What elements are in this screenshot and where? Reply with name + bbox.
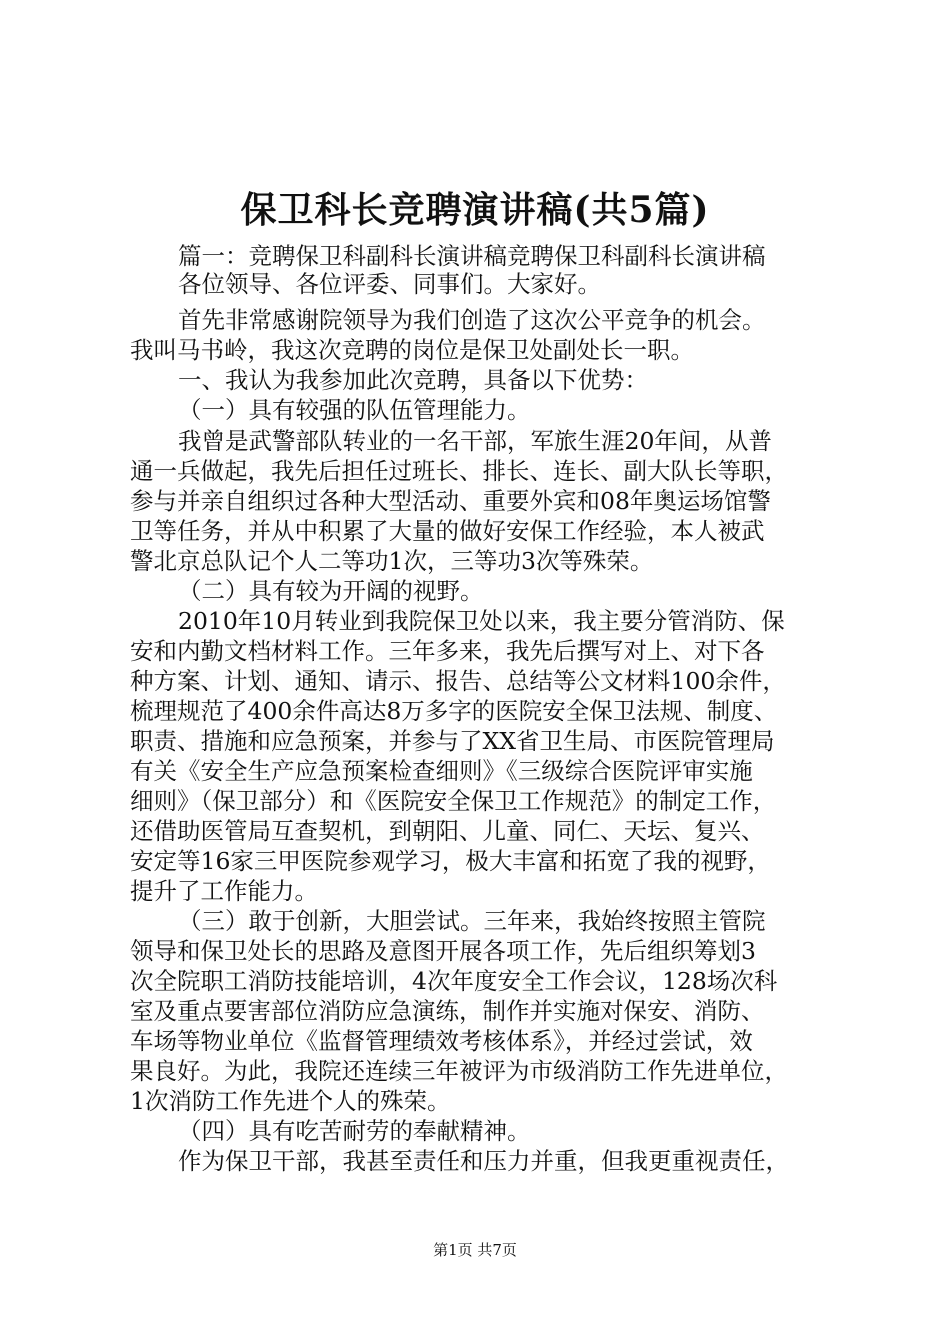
text-line: 卫等任务，并从中积累了大量的做好安保工作经验，本人被武 xyxy=(130,517,765,545)
text-line: （一）具有较强的队伍管理能力。 xyxy=(178,396,531,424)
text-line: 还借助医管局互查契机，到朝阳、儿童、同仁、天坛、复兴、 xyxy=(130,817,765,845)
text-line: 果良好。为此，我院还连续三年被评为市级消防工作先进单位， xyxy=(130,1057,788,1085)
text-line: （四）具有吃苦耐劳的奉献精神。 xyxy=(178,1117,531,1145)
text-line: 2010年10月转业到我院保卫处以来，我主要分管消防、保 xyxy=(178,607,785,635)
text-line: 种方案、计划、通知、请示、报告、总结等公文材料100余件， xyxy=(130,667,786,695)
text-line: 细则》（保卫部分）和《医院安全保卫工作规范》的制定工作， xyxy=(130,787,777,815)
text-line: 次全院职工消防技能培训，4次年度安全工作会议，128场次科 xyxy=(130,967,778,995)
text-line: 各位领导、各位评委、同事们。大家好。 xyxy=(178,270,601,298)
text-line: 警北京总队记个人二等功1次，三等功3次等殊荣。 xyxy=(130,547,654,575)
text-line: 有关《安全生产应急预案检查细则》《三级综合医院评审实施 xyxy=(130,757,753,785)
text-line: 作为保卫干部，我甚至责任和压力并重，但我更重视责任， xyxy=(178,1147,789,1175)
text-line: 通一兵做起，我先后担任过班长、排长、连长、副大队长等职， xyxy=(130,457,788,485)
text-line: 室及重点要害部位消防应急演练，制作并实施对保安、消防、 xyxy=(130,997,765,1025)
text-line: 我叫马书岭，我这次竞聘的岗位是保卫处副处长一职。 xyxy=(130,336,694,364)
text-line: 梳理规范了400余件高达8万多字的医院安全保卫法规、制度、 xyxy=(130,697,778,725)
text-line: （二）具有较为开阔的视野。 xyxy=(178,577,484,605)
text-line: 职责、措施和应急预案，并参与了XX省卫生局、市医院管理局 xyxy=(130,727,775,755)
text-line: 我曾是武警部队转业的一名干部，军旅生涯20年间，从普 xyxy=(178,427,772,455)
document-title: 保卫科长竞聘演讲稿(共5篇) xyxy=(240,189,710,231)
text-line: 安定等16家三甲医院参观学习，极大丰富和拓宽了我的视野， xyxy=(130,847,771,875)
text-line: 1次消防工作先进个人的殊荣。 xyxy=(130,1087,451,1115)
text-line: 车场等物业单位《监督管理绩效考核体系》，并经过尝试，效 xyxy=(130,1027,753,1055)
text-line: 提升了工作能力。 xyxy=(130,877,318,905)
page-number-footer: 第1页 共7页 xyxy=(433,1241,517,1259)
text-line: 一、我认为我参加此次竞聘，具备以下优势： xyxy=(178,366,648,394)
text-line: （三）敢于创新，大胆尝试。三年来，我始终按照主管院 xyxy=(178,907,766,935)
text-line: 安和内勤文档材料工作。三年多来，我先后撰写对上、对下各 xyxy=(130,637,765,665)
text-line: 参与并亲自组织过各种大型活动、重要外宾和08年奥运场馆警 xyxy=(130,487,771,515)
text-line: 篇一：竞聘保卫科副科长演讲稿竞聘保卫科副科长演讲稿 xyxy=(178,242,766,270)
text-line: 首先非常感谢院领导为我们创造了这次公平竞争的机会。 xyxy=(178,306,766,334)
text-line: 领导和保卫处长的思路及意图开展各项工作，先后组织筹划3 xyxy=(130,937,756,965)
